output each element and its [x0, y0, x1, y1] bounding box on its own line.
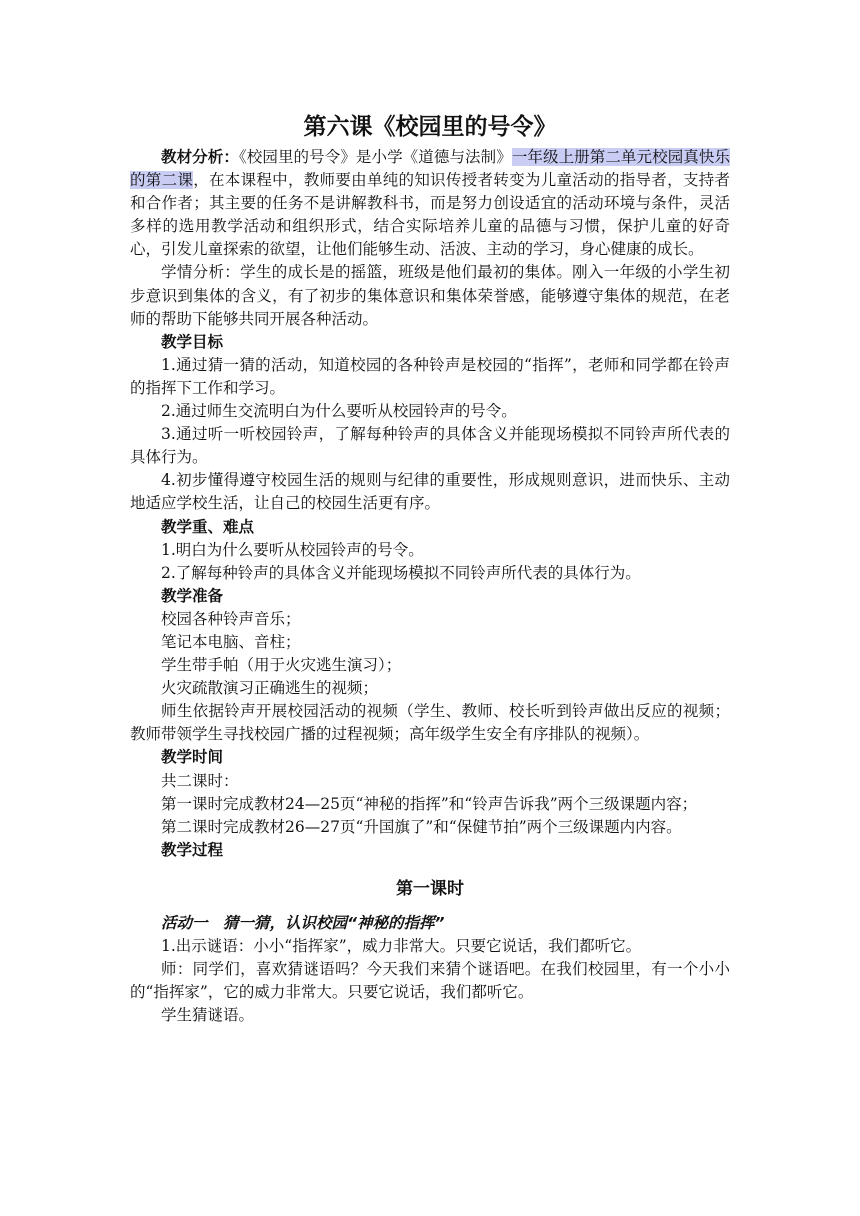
time-item: 第二课时完成教材26—27页“升国旗了”和“保健节拍”两个三级课题内内容。 [161, 817, 682, 836]
analysis-text-before: 《校园里的号令》是小学《道德与法制》 [238, 148, 512, 166]
prep-item: 学生带手帕（用于火灾逃生演习）； [161, 656, 402, 675]
analysis-text-after: ，在本课程中，教师要由单纯的知识传授者转变为儿童活动的指导者，支持者和合作者；其主要的任务不是讲解教科书，而是努力创设适宜的活动环境与条件，灵活多样的选用教学活动和组织形式，结合实际培养儿童的品德与习惯，保护儿童的好奇心，引发儿童探索的欲望，让他们能够生动、活波、主动的学习，身心健康的成长。 [130, 171, 730, 259]
textbook-analysis-label: 教材分析： [161, 148, 239, 166]
time-item: 共二课时： [161, 771, 239, 790]
lesson1-paragraph: 学生猜谜语。 [161, 1006, 255, 1025]
key-point-item: 2.了解每种铃声的具体含义并能现场模拟不同铃声所代表的具体行为。 [161, 563, 641, 582]
lesson1-paragraph: 师：同学们，喜欢猜谜语吗？今天我们来猜个谜语吧。在我们校园里，有一个小小的“指挥家”，它的威力非常大。只要它说话，我们都听它。 [130, 960, 730, 1002]
process-heading: 教学过程 [161, 840, 224, 859]
highlighted-selection: 一年级上册第二单元校园真快乐的第二课 [130, 148, 730, 190]
prep-heading: 教学准备 [161, 586, 224, 605]
student-analysis-paragraph: 学情分析：学生的成长是的摇篮，班级是他们最初的集体。刚入一年级的小学生初步意识到集体的含义，有了初步的集体意识和集体荣誉感，能够遵守集体的规范，在老师的帮助下能够共同开展各种活动。 [130, 263, 730, 328]
goal-item: 4.初步懂得遵守校园生活的规则与纪律的重要性，形成规则意识，进而快乐、主动地适应学校生活，让自己的校园生活更有序。 [130, 471, 730, 513]
document-page [130, 110, 730, 1027]
activity1-title: 活动一 猜一猜，认识校园“神秘的指挥” [161, 913, 445, 932]
goals-heading: 教学目标 [161, 332, 224, 351]
lesson-title: 第六课《校园里的号令》 [303, 114, 557, 140]
textbook-analysis-paragraph [130, 146, 730, 261]
time-item: 第一课时完成教材24—25页“神秘的指挥”和“铃声告诉我”两个三级课题内容； [161, 794, 698, 813]
goal-item: 2.通过师生交流明白为什么要听从校园铃声的号令。 [161, 402, 517, 421]
prep-item: 火灾疏散演习正确逃生的视频； [161, 679, 379, 698]
prep-item: 师生依据铃声开展校园活动的视频（学生、教师、校长听到铃声做出反应的视频；教师带领学生寻找校园广播的过程视频；高年级学生安全有序排队的视频）。 [130, 702, 730, 744]
lesson1-paragraph: 1.出示谜语：小小“指挥家”，威力非常大。只要它说话，我们都听它。 [161, 937, 642, 955]
key-points-heading: 教学重、难点 [161, 517, 255, 536]
goal-item: 3.通过听一听校园铃声，了解每种铃声的具体含义并能现场模拟不同铃声所代表的具体行为。 [130, 425, 730, 467]
time-heading: 教学时间 [161, 748, 224, 767]
prep-item: 笔记本电脑、音柱； [161, 632, 301, 651]
goal-item: 1.通过猜一猜的活动，知道校园的各种铃声是校园的“指挥”，老师和同学都在铃声的指挥下工作和学习。 [130, 355, 730, 397]
key-point-item: 1.明白为什么要听从校园铃声的号令。 [161, 540, 424, 559]
lesson1-heading: 第一课时 [396, 878, 464, 899]
prep-item: 校园各种铃声音乐； [161, 609, 301, 628]
